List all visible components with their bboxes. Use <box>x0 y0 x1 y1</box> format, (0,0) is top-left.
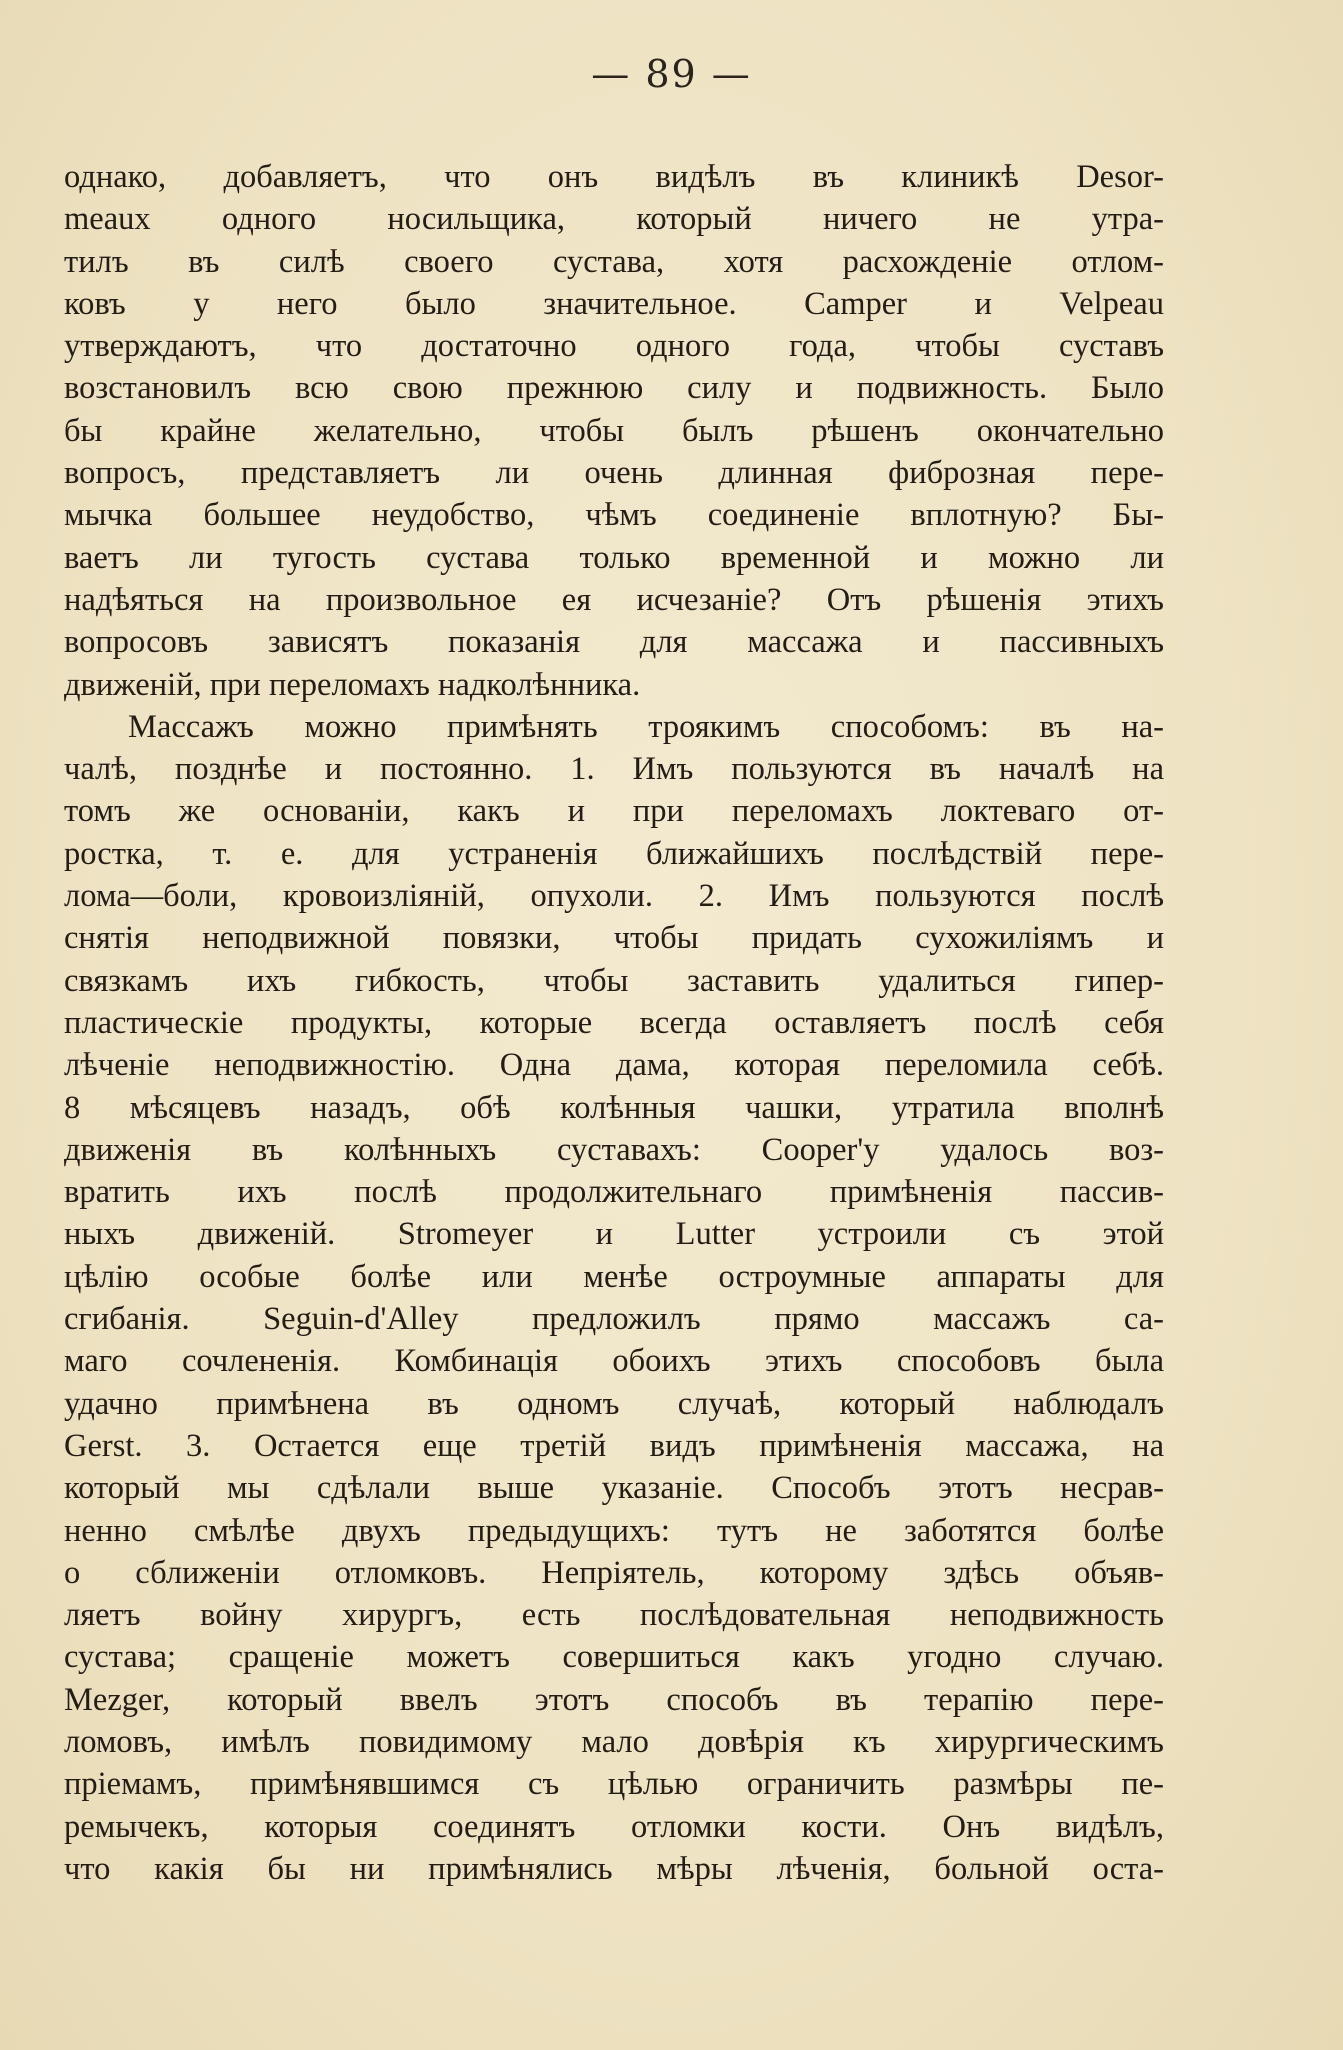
text-line: ковъ у него было значительное. Camper и Velpeau <box>64 285 1164 322</box>
text-line: сгибанія. Seguin-d'Alley предложилъ прямо массажъ са- <box>64 1301 1164 1338</box>
text-line: лѣченіе неподвижностію. Одна дама, которая переломила себѣ. <box>64 1047 1164 1084</box>
text-line: тилъ въ силѣ своего сустава, хотя расхожденіе отлом- <box>64 243 1164 280</box>
text-line: meaux одного носильщика, который ничего не утра- <box>64 201 1164 238</box>
text-line: мычка большее неудобство, чѣмъ соединеніе вплотную? Бы- <box>64 497 1164 534</box>
text-line: снятія неподвижной повязки, чтобы придать сухожиліямъ и <box>64 920 1164 957</box>
text-line: Массажъ можно примѣнять троякимъ способомъ: въ на- <box>128 708 1164 745</box>
text-line: пріемамъ, примѣнявшимся съ цѣлью ограничить размѣры пе- <box>64 1766 1164 1803</box>
text-line: ремычекъ, которыя соединятъ отломки кости. Онъ видѣлъ, <box>64 1808 1164 1845</box>
text-line: связкамъ ихъ гибкость, чтобы заставить удалиться гипер- <box>64 962 1164 999</box>
text-line: ляетъ войну хирургъ, есть послѣдовательная неподвижность <box>64 1597 1164 1634</box>
text-line: который мы сдѣлали выше указаніе. Способъ этотъ несрав- <box>64 1470 1164 1507</box>
text-line: сустава; сращеніе можетъ совершиться какъ угодно случаю. <box>64 1639 1164 1676</box>
text-line: ваетъ ли тугость сустава только временной и можно ли <box>64 539 1164 576</box>
paragraph-1 <box>64 156 1164 706</box>
text-line: Gerst. 3. Остается еще третій видъ примѣненія массажа, на <box>64 1427 1164 1464</box>
text-line: возстановилъ всю свою прежнюю силу и подвижность. Было <box>64 370 1164 407</box>
text-line: чалѣ, позднѣе и постоянно. 1. Имъ пользуются въ началѣ на <box>64 751 1164 788</box>
text-line: что какія бы ни примѣнялись мѣры лѣченія, больной оста- <box>64 1850 1164 1887</box>
text-line: о сближеніи отломковъ. Непріятель, которому здѣсь объяв- <box>64 1554 1164 1591</box>
text-line: удачно примѣнена въ одномъ случаѣ, который наблюдалъ <box>64 1385 1164 1422</box>
page-number: — 89 — <box>591 52 752 96</box>
text-line: ломовъ, имѣлъ повидимому мало довѣрія къ хирургическимъ <box>64 1723 1164 1760</box>
text-line: 8 мѣсяцевъ назадъ, обѣ колѣнныя чашки, утратила вполнѣ <box>64 1089 1164 1126</box>
text-line: маго сочлененія. Комбинація обоихъ этихъ способовъ была <box>64 1343 1164 1380</box>
text-line: ныхъ движеній. Stromeyer и Lutter устроили съ этой <box>64 1216 1164 1253</box>
text-line: бы крайне желательно, чтобы былъ рѣшенъ окончательно <box>64 412 1164 449</box>
text-line: движенія въ колѣнныхъ суставахъ: Cooper'у удалось воз- <box>64 1131 1164 1168</box>
text-line: вратить ихъ послѣ продолжительнаго примѣненія пассив- <box>64 1174 1164 1211</box>
text-line: надѣяться на произвольное ея исчезаніе? Отъ рѣшенія этихъ <box>64 581 1164 618</box>
paragraph-2 <box>64 706 1164 1890</box>
text-line: однако, добавляетъ, что онъ видѣлъ въ клиникѣ Desor- <box>64 159 1164 195</box>
text-line: ненно смѣлѣе двухъ предыдущихъ: тутъ не заботятся болѣе <box>64 1512 1164 1549</box>
text-line: Mezger, который ввелъ этотъ способъ въ терапію пере- <box>64 1681 1164 1718</box>
text-line: лома—боли, кровоизліяній, опухоли. 2. Имъ пользуются послѣ <box>64 878 1164 915</box>
body-text <box>64 156 1164 1890</box>
text-line: утверждаютъ, что достаточно одного года, чтобы суставъ <box>64 328 1164 365</box>
text-line: вопросъ, представляетъ ли очень длинная фиброзная пере- <box>64 455 1164 492</box>
text-line: пластическіе продукты, которые всегда оставляетъ послѣ себя <box>64 1004 1164 1041</box>
text-line: движеній, при переломахъ надколѣнника. <box>64 666 641 703</box>
text-line: цѣлію особые болѣе или менѣе остроумные аппараты для <box>64 1258 1164 1295</box>
text-line: вопросовъ зависятъ показанія для массажа и пассивныхъ <box>64 624 1164 661</box>
text-line: ростка, т. е. для устраненія ближайшихъ послѣдствій пере- <box>64 835 1164 872</box>
text-line: томъ же основаніи, какъ и при переломахъ локтеваго от- <box>64 793 1164 830</box>
